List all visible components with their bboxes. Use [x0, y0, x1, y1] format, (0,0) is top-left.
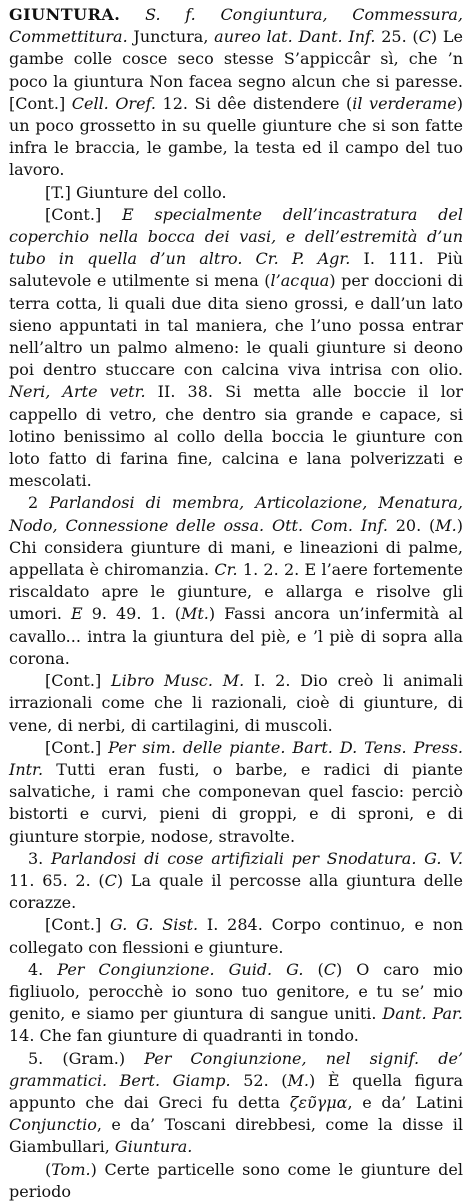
text-run: 9. 49. 1. ( — [82, 604, 181, 624]
text-run: [T.] Giunture del collo. — [45, 182, 227, 202]
italic-text: E specialmente dell’incastratura del coperchio nella bocca dei vasi, e dell’estremità d’un tubo in quella d’un altro. Cr. P. Agr. — [9, 204, 464, 269]
text-run: 3. — [28, 848, 51, 868]
italic-text: aureo lat. Dant. Inf. — [214, 27, 376, 47]
italic-text: Parlandosi di membra, Articolazione, Menatura, Nodo, Connessione delle ossa. Ott. Com. Inf. — [9, 493, 464, 535]
text-run: 4. — [28, 959, 58, 979]
text-run: , e da’ Latini — [347, 1092, 464, 1112]
text-run: 52. ( — [230, 1070, 288, 1090]
entry-paragraph — [9, 1048, 463, 1159]
italic-text: Tom. — [51, 1159, 91, 1179]
text-run: 20. ( — [387, 515, 436, 535]
entry-definition — [9, 5, 463, 179]
italic-text: il verderame — [352, 93, 457, 113]
italic-text: Per Congiunzione, nel signif. de’ grammatici. Bert. Giamp. — [9, 1048, 464, 1090]
italic-text: l’acqua — [270, 271, 330, 291]
text-run: ) Chi considera giunture di mani, e lineazioni di palme, appellata è chiromanzia. — [9, 515, 463, 580]
italic-text: Parlandosi di cose artifiziali per Snodatura. G. V. — [51, 848, 464, 868]
text-run: II. 38. Si metta alle boccie il lor cappello di vetro, che dentro sia grande e capace, si lotino benissimo al collo della boccia le giunture con loto fatto di farina fine, calcina e lana polverizzati e mescolati. — [9, 382, 463, 491]
italic-text: ζεῦγμα — [289, 1092, 348, 1112]
text-run: I. 2. Dio creò li animali irrazionali come che li razionali, cioè di giunture, di vene, di nerbi, di cartilagini, di muscoli. — [9, 671, 464, 735]
italic-text: M. — [435, 515, 457, 535]
text-run: ) Certe particelle sono come le giunture del periodo — [9, 1159, 463, 1201]
italic-text: Per sim. delle piante. Bart. D. Tens. Press. Intr. — [9, 737, 463, 779]
text-run: [Cont.] — [45, 204, 122, 224]
italic-text: G. G. Sist. — [110, 915, 199, 935]
italic-text: Libro Musc. M. — [110, 671, 245, 691]
italic-text: Per Congiunzione. Guid. G. — [57, 959, 304, 979]
italic-text: Conjunctio — [9, 1115, 97, 1135]
text-run: [Cont.] — [45, 671, 111, 691]
text-run: 2 — [28, 493, 50, 513]
text-run: [Cont.] — [45, 737, 109, 757]
text-run: Junctura, — [127, 27, 215, 47]
text-run: I. 111. Più salutevole e utilmente si mena ( — [9, 249, 463, 291]
italic-text: C — [418, 27, 431, 47]
entry-paragraph — [9, 492, 463, 670]
text-run: ) per doccioni di terra cotta, li quali due dita sieno grossi, e dall’un lato sieno appuntati in tal maniera, che l’uno possa entrar nell’altro un palmo almeno: le quali giunture si deono poi dentro stuccare con calcina viva intrisa con olio. — [9, 271, 464, 380]
text-run: ) È quella figura appunto che dai Greci fu detta — [9, 1070, 464, 1112]
text-run: ) Le gambe colle cosce seco stesse S’appiccâr sì, che ’n poco la giuntura Non facea segno alcun che si paresse. [Cont.] — [9, 27, 463, 113]
italic-text: Neri, Arte vetr. — [9, 382, 146, 402]
text-run: ( — [303, 959, 324, 979]
entry-paragraph — [9, 1159, 463, 1203]
text-run: Tutti eran fusti, o barbe, e radici di piante salvatiche, i rami che componevan quel fascio: perciò bistorti e curvi, pieni di groppi, e di sproni, e di giunture storpie, nodose, stravolte. — [9, 759, 463, 846]
entry-body — [9, 182, 463, 1203]
text-run: ) La quale il percosse alla giuntura delle corazze. — [9, 870, 463, 913]
italic-text: Mt. — [180, 604, 209, 624]
entry-paragraph — [9, 914, 463, 958]
italic-text: Cell. Oref. — [71, 93, 156, 113]
text-run: ( — [45, 1159, 52, 1179]
text-run: 25. ( — [375, 27, 419, 47]
italic-text: Dant. Par. — [382, 1004, 463, 1024]
text-run: ) un poco grossetto in su quelle giunture che si son fatte infra le braccia, le gambe, la testa ed il campo del tuo lavoro. — [9, 93, 463, 180]
italic-text: Cr. — [214, 560, 238, 580]
text-run: 14. Che fan giunture di quadranti in tondo. — [9, 1026, 359, 1046]
headword: GIUNTURA. — [9, 5, 121, 24]
text-run: ) O caro mio figliuolo, perocchè io sono tuo genitore, e tu se’ mio genito, e siamo per giuntura di sangue uniti. — [9, 959, 464, 1024]
entry-paragraph — [9, 848, 463, 915]
italic-text: S. f. Congiuntura, Commessura, Commettitura. — [9, 5, 463, 47]
text-run: ) Fassi ancora un’infermità al cavallo... intra la giuntura del piè, e ’l piè di sopra alla corona. — [9, 604, 464, 668]
italic-text: C — [323, 959, 336, 979]
entry-paragraph — [9, 4, 463, 182]
text-run: [Cont.] — [45, 915, 111, 935]
entry-paragraph — [9, 204, 463, 493]
italic-text: C — [104, 870, 117, 890]
text-run: 5. (Gram.) — [28, 1048, 145, 1068]
italic-text: E — [70, 604, 83, 624]
entry-paragraph — [9, 182, 463, 204]
text-run: , e da’ Toscani direbbesi, come la disse il Giambullari, — [9, 1115, 463, 1157]
text-run: I. 284. Corpo continuo, e non collegato con flessioni e giunture. — [9, 915, 464, 957]
text-run: 12. Si dêe distendere ( — [155, 93, 353, 113]
entry-paragraph — [9, 737, 463, 848]
italic-text: M. — [287, 1070, 310, 1090]
entry-paragraph — [9, 670, 463, 737]
text-run: 1. 2. 2. E l’aere fortemente riscaldato apre le giunture, e allarga e risolve gli umori. — [9, 560, 464, 624]
entry-paragraph — [9, 959, 463, 1048]
italic-text: Giuntura. — [114, 1137, 193, 1157]
text-run: 11. 65. 2. ( — [9, 870, 105, 890]
